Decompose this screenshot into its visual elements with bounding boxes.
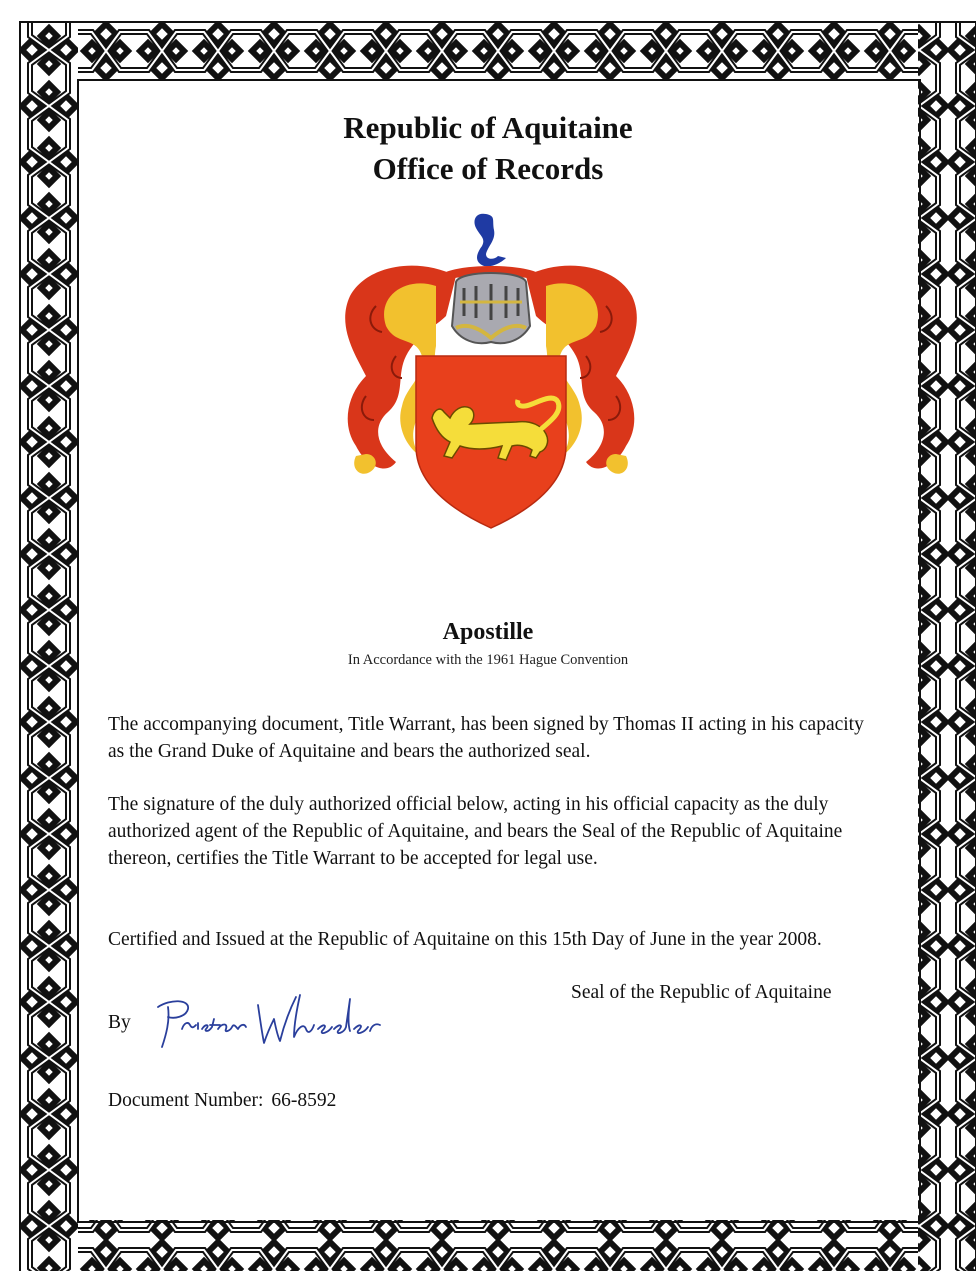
paragraph-certification: The signature of the duly authorized official below, acting in his official capacity as the duly authorized agent of the Republic of Aquitaine, and bears the Seal of the Republic of Aquitaine thereon, certifies the Title Warrant to be accepted for legal use.	[108, 794, 843, 869]
document-number-label: Document Number:	[108, 1090, 264, 1111]
header-title-line2: Office of Records	[372, 151, 604, 186]
handwritten-signature	[150, 985, 390, 1055]
coat-of-arms-icon	[336, 206, 646, 532]
apostille-subheading: In Accordance with the 1961 Hague Convention	[347, 652, 629, 668]
crest-creature-icon	[474, 214, 506, 267]
seal-label: Seal of the Republic of Aquitaine	[571, 982, 832, 1003]
header-title-line1: Republic of Aquitaine	[343, 110, 633, 145]
helmet-icon	[452, 273, 530, 343]
document-number-row	[108, 1087, 344, 1114]
border-top	[22, 22, 954, 80]
paragraph-issued-date: Certified and Issued at the Republic of Aquitaine on this 15th Day of June in the year 2008.	[108, 929, 822, 950]
border-bottom	[22, 1220, 954, 1271]
document-number-value: 66-8592	[271, 1090, 337, 1111]
apostille-heading: Apostille	[442, 619, 534, 645]
paragraph-signed-by: The accompanying document, Title Warrant, has been signed by Thomas II acting in his capacity as the Grand Duke of Aquitaine and bears the authorized seal.	[108, 714, 864, 762]
by-label: By	[108, 1012, 131, 1033]
